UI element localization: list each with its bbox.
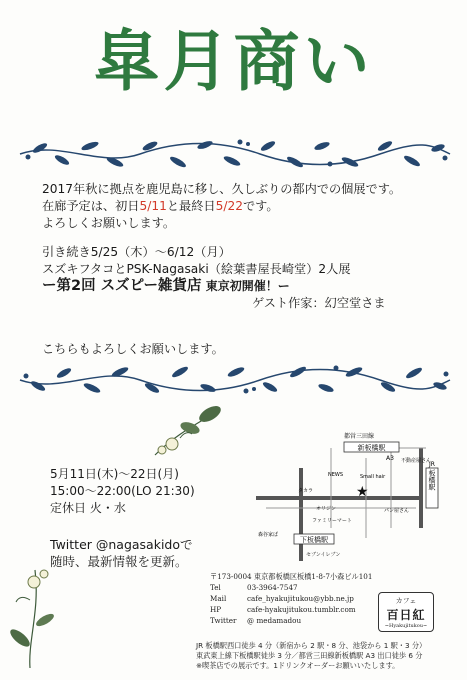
twitter-line-1: Twitter @nagasakidoで bbox=[50, 537, 193, 552]
intro-line-2: 在廊予定は、初日5/11と最終日5/22です。 bbox=[42, 199, 279, 213]
map-label-itabashi: 板橋駅 bbox=[428, 469, 436, 491]
map-label-jr: JR bbox=[429, 461, 435, 468]
intro-line-3: よろしくお願いします。 bbox=[42, 216, 176, 230]
shop-address: 〒173-0004 東京都板橋区板橋1-8-7小森ビル101 bbox=[210, 572, 373, 581]
access-line-1: JR 板橋駅西口徒歩 4 分（新宿から 2 駅・8 分、池袋から 1 駅・3 分） bbox=[196, 641, 427, 650]
event-subtitle: スズキフタコとPSK-Nagasaki（絵葉書屋長崎堂）2人展 bbox=[42, 262, 351, 276]
access-line-3: ※喫茶店での展示です。1ドリンクオーダーお願いいたします。 bbox=[196, 661, 400, 670]
twitter-line-2: 随時、最新情報を更新。 bbox=[50, 554, 188, 569]
schedule-dates: 5月11日(木)～22日(月) bbox=[50, 467, 179, 481]
map-label-daiwa: 森谷家ぱ bbox=[258, 532, 279, 538]
vine-divider-middle bbox=[0, 358, 467, 402]
map-label-seven: セブンイレブン bbox=[306, 552, 341, 558]
guest-artist: ゲスト作家：幻空堂さま bbox=[252, 296, 386, 310]
access-info bbox=[196, 641, 426, 671]
cafe-logo: カフェ 百日紅 ~Hyakujitukou~ bbox=[378, 592, 434, 632]
shop-tel: Tel 03-3964-7547 bbox=[210, 583, 298, 592]
shop-info bbox=[210, 571, 372, 626]
shop-hp: HP cafe-hyakujitukou.tumblr.com bbox=[210, 605, 356, 614]
map-label-shrine: 不動産屋さん bbox=[401, 458, 432, 464]
access-line-2: 東武東上線下板橋駅徒歩 3 分／都営三田線新板橋駅 A3 出口徒歩 6 分 bbox=[196, 651, 423, 660]
map-label-shimo: 下板橋駅 bbox=[300, 536, 328, 544]
twitter-notice bbox=[50, 536, 193, 570]
last-day: 5/22 bbox=[215, 199, 243, 213]
map-label-pan: パン屋さん bbox=[384, 508, 410, 514]
map-label-mita: 都営三田線 bbox=[344, 433, 375, 440]
shop-mail: Mail cafe_hyakujitukou@ybb.ne.jp bbox=[210, 594, 354, 603]
sweetpea-illustration bbox=[150, 400, 230, 460]
schedule-hours: 15:00～22:00(LO 21:30) bbox=[50, 484, 195, 498]
map-label-news: NEWS bbox=[328, 472, 344, 478]
map-star-icon: ★ bbox=[356, 484, 369, 500]
map-label-takara: タカラ bbox=[298, 488, 314, 494]
page-title: 皐月商い bbox=[93, 22, 374, 100]
map-label-shin-itabashi: 新板橋駅 bbox=[357, 444, 386, 452]
access-map bbox=[236, 408, 446, 561]
vine-divider-top bbox=[0, 132, 467, 176]
intro-text bbox=[42, 181, 401, 232]
map-label-family: ファミリーマート bbox=[312, 518, 352, 524]
closing-note: こちらもよろしくお願いします。 bbox=[42, 342, 224, 356]
shop-twitter: Twitter @ medamadou bbox=[210, 616, 302, 625]
schedule-closed: 定休日 火・水 bbox=[50, 501, 126, 515]
sweetpea-illustration-lower bbox=[0, 560, 62, 670]
schedule bbox=[50, 466, 195, 517]
intro-line-1: 2017年秋に拠点を鹿児島に移し、久しぶりの都内での個展です。 bbox=[42, 182, 402, 196]
map-label-a3: A3 bbox=[386, 455, 394, 462]
event-text bbox=[42, 244, 386, 312]
first-day: 5/11 bbox=[139, 199, 167, 213]
event-name: ー第2回 スズピー雑貨店 東京初開催！ー bbox=[42, 278, 290, 294]
map-label-small-hair: Small hair bbox=[360, 474, 386, 480]
event-dates: 引き続き5/25（木）～6/12（月） bbox=[42, 245, 231, 259]
map-label-origin: オリジン bbox=[316, 506, 336, 512]
